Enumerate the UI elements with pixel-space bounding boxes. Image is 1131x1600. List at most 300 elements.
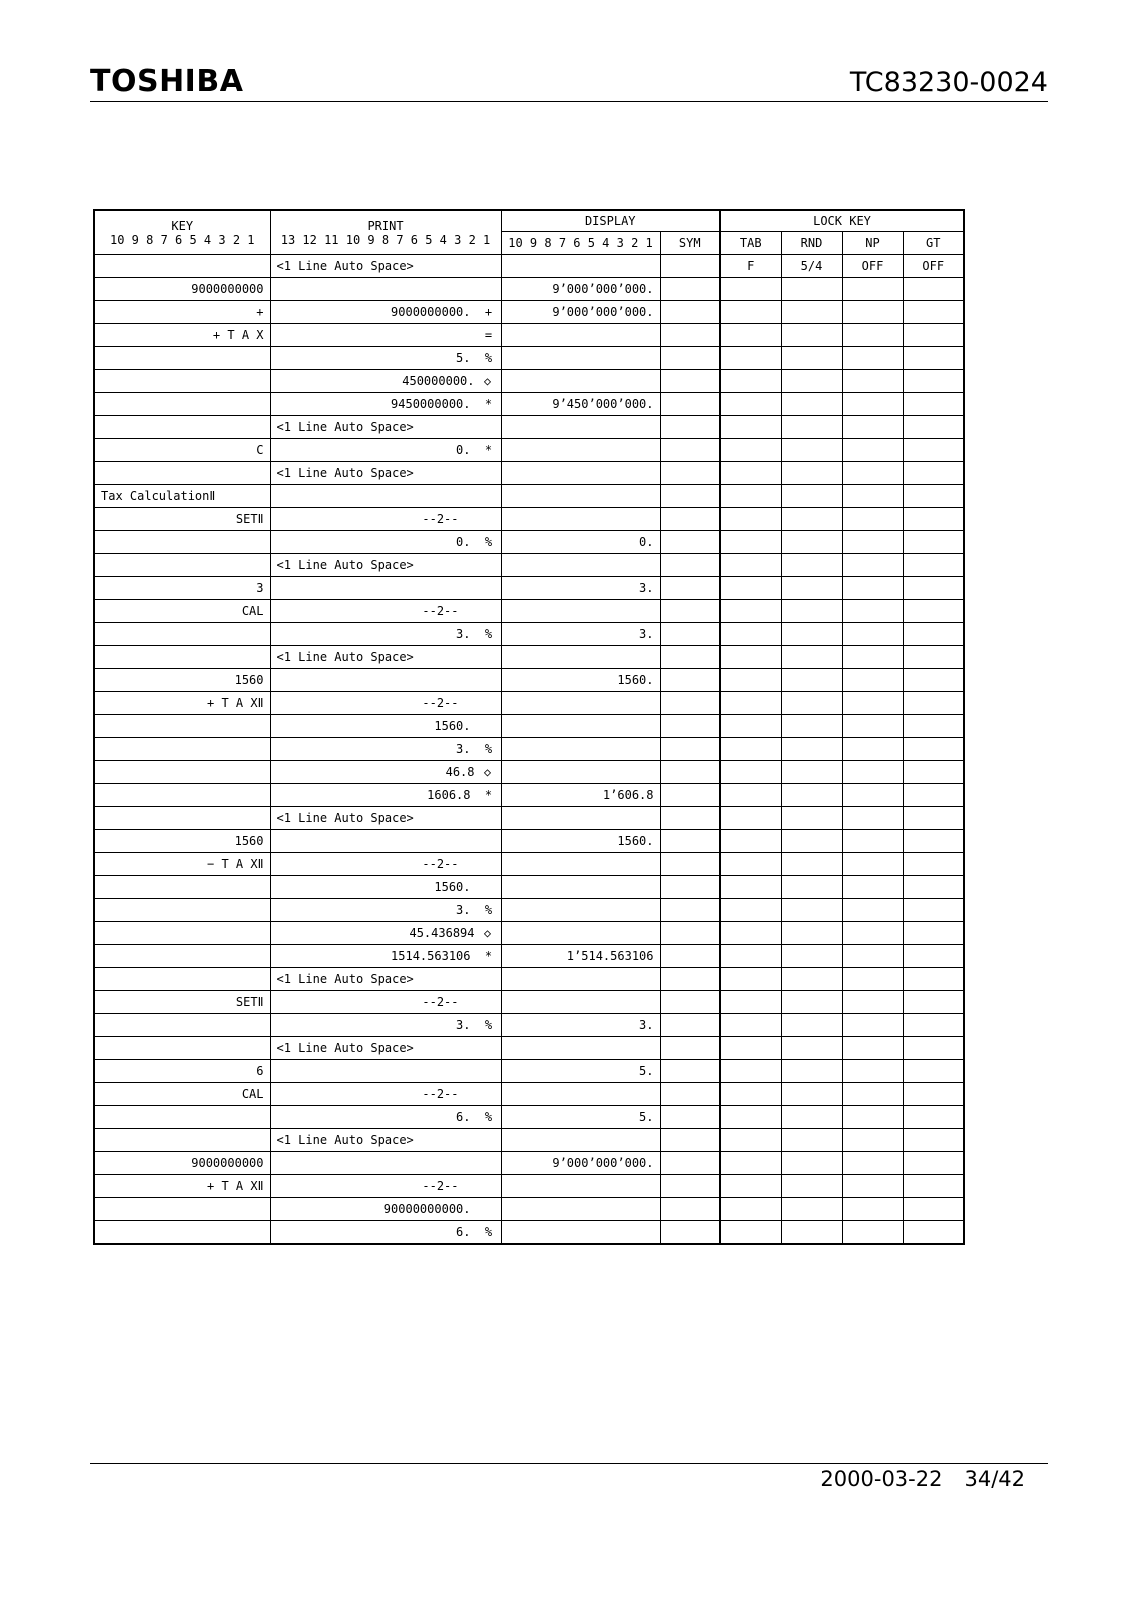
display-cell: 3.	[501, 1014, 660, 1037]
lock-gt-cell	[903, 439, 964, 462]
lock-gt-cell	[903, 715, 964, 738]
lock-key-header: LOCK KEY	[720, 210, 964, 232]
display-cell	[501, 1198, 660, 1221]
print-value: --2--	[422, 995, 459, 1009]
display-cell	[501, 922, 660, 945]
sym-cell	[660, 669, 720, 692]
print-symbol: ◇	[483, 926, 492, 940]
lock-np-cell	[842, 623, 903, 646]
sym-cell	[660, 991, 720, 1014]
lock-gt-cell	[903, 1037, 964, 1060]
lock-tab-cell	[720, 1198, 781, 1221]
key-cell: C	[94, 439, 270, 462]
sym-cell	[660, 577, 720, 600]
lock-rnd-cell	[781, 301, 842, 324]
print-value: 6.	[456, 1225, 471, 1239]
print-cell	[270, 945, 501, 968]
display-cell	[501, 1037, 660, 1060]
np-header: NP	[842, 232, 903, 255]
print-value: --2--	[422, 1179, 459, 1193]
sym-cell	[660, 876, 720, 899]
lock-tab-cell	[720, 945, 781, 968]
lock-np-cell	[842, 554, 903, 577]
lock-tab-cell	[720, 1037, 781, 1060]
print-cell	[270, 646, 501, 669]
lock-gt-cell	[903, 1129, 964, 1152]
display-cell: 9’450’000’000.	[501, 393, 660, 416]
lock-rnd-cell	[781, 1083, 842, 1106]
print-symbol: ◇	[483, 765, 492, 779]
lock-gt-cell	[903, 347, 964, 370]
key-cell	[94, 968, 270, 991]
display-cell	[501, 1083, 660, 1106]
display-cell: 9’000’000’000.	[501, 278, 660, 301]
print-cell	[270, 1037, 501, 1060]
lock-rnd-cell	[781, 439, 842, 462]
print-cell	[270, 761, 501, 784]
print-symbol: *	[484, 397, 493, 411]
print-value: <1 Line Auto Space>	[276, 558, 414, 572]
lock-tab-cell	[720, 669, 781, 692]
print-cell	[270, 255, 501, 278]
lock-np-cell	[842, 1060, 903, 1083]
print-value: --2--	[422, 857, 459, 871]
key-cell	[94, 255, 270, 278]
print-cell	[270, 600, 501, 623]
lock-gt-cell	[903, 1152, 964, 1175]
key-cell	[94, 531, 270, 554]
print-symbol: =	[484, 328, 493, 342]
lock-gt-cell	[903, 1083, 964, 1106]
lock-rnd-cell	[781, 554, 842, 577]
key-cell	[94, 347, 270, 370]
lock-rnd-cell	[781, 830, 842, 853]
print-value: 45.436894	[409, 926, 475, 940]
key-cell: − T A XⅡ	[94, 853, 270, 876]
lock-tab-cell	[720, 531, 781, 554]
print-cell	[270, 899, 501, 922]
lock-tab-cell	[720, 554, 781, 577]
print-cell	[270, 1106, 501, 1129]
display-cell	[501, 508, 660, 531]
lock-np-cell	[842, 807, 903, 830]
table-row	[94, 991, 964, 1014]
lock-rnd-cell	[781, 531, 842, 554]
sym-cell	[660, 807, 720, 830]
key-cell	[94, 416, 270, 439]
print-value: 450000000.	[402, 374, 475, 388]
lock-gt-cell	[903, 301, 964, 324]
lock-np-cell	[842, 1175, 903, 1198]
lock-np-cell	[842, 968, 903, 991]
display-cell	[501, 324, 660, 347]
print-value: 0.	[456, 443, 471, 457]
display-cell	[501, 416, 660, 439]
sym-cell	[660, 508, 720, 531]
lock-np-cell: OFF	[842, 255, 903, 278]
lock-gt-cell	[903, 1014, 964, 1037]
print-cell	[270, 508, 501, 531]
lock-np-cell	[842, 1152, 903, 1175]
table-row	[94, 715, 964, 738]
lock-tab-cell: F	[720, 255, 781, 278]
print-value: <1 Line Auto Space>	[276, 259, 414, 273]
key-header	[94, 210, 270, 255]
lock-gt-cell	[903, 761, 964, 784]
lock-tab-cell	[720, 784, 781, 807]
lock-np-cell	[842, 1083, 903, 1106]
display-cell	[501, 692, 660, 715]
key-cell: CAL	[94, 1083, 270, 1106]
print-value: <1 Line Auto Space>	[276, 1133, 414, 1147]
key-cell: + T A X	[94, 324, 270, 347]
sym-cell	[660, 1106, 720, 1129]
print-value: <1 Line Auto Space>	[276, 420, 414, 434]
print-cell	[270, 554, 501, 577]
footer-date: 2000-03-22	[820, 1467, 943, 1491]
sym-cell	[660, 899, 720, 922]
table-row	[94, 370, 964, 393]
print-value: 1560.	[434, 880, 471, 894]
print-cell	[270, 876, 501, 899]
sym-cell	[660, 922, 720, 945]
table-row	[94, 554, 964, 577]
lock-gt-cell	[903, 899, 964, 922]
lock-rnd-cell	[781, 807, 842, 830]
key-cell	[94, 1014, 270, 1037]
lock-np-cell	[842, 853, 903, 876]
display-cell	[501, 462, 660, 485]
print-value: 6.	[456, 1110, 471, 1124]
sym-cell	[660, 830, 720, 853]
print-value: <1 Line Auto Space>	[276, 972, 414, 986]
lock-gt-cell	[903, 1221, 964, 1245]
lock-tab-cell	[720, 577, 781, 600]
print-cell	[270, 807, 501, 830]
print-value: 1560.	[434, 719, 471, 733]
key-operation-table	[93, 209, 965, 1245]
sym-cell	[660, 1060, 720, 1083]
key-cell: 1560	[94, 669, 270, 692]
print-header-label: PRINT	[367, 218, 404, 233]
lock-rnd-cell	[781, 1221, 842, 1245]
lock-tab-cell	[720, 692, 781, 715]
display-cell	[501, 646, 660, 669]
print-value: --2--	[422, 512, 459, 526]
lock-tab-cell	[720, 830, 781, 853]
display-cell: 3.	[501, 577, 660, 600]
print-symbol: %	[484, 742, 493, 756]
table-body	[94, 255, 964, 1245]
lock-rnd-cell	[781, 692, 842, 715]
lock-gt-cell	[903, 1175, 964, 1198]
lock-np-cell	[842, 485, 903, 508]
print-cell	[270, 738, 501, 761]
sym-cell	[660, 761, 720, 784]
key-cell	[94, 945, 270, 968]
print-value: <1 Line Auto Space>	[276, 811, 414, 825]
lock-np-cell	[842, 439, 903, 462]
key-cell: CAL	[94, 600, 270, 623]
key-cell	[94, 761, 270, 784]
lock-tab-cell	[720, 876, 781, 899]
lock-tab-cell	[720, 715, 781, 738]
key-cell: SETⅡ	[94, 508, 270, 531]
lock-np-cell	[842, 347, 903, 370]
sym-cell	[660, 1198, 720, 1221]
sym-cell	[660, 393, 720, 416]
table-row	[94, 623, 964, 646]
key-cell	[94, 1221, 270, 1245]
table-row	[94, 1060, 964, 1083]
print-value: 5.	[456, 351, 471, 365]
key-cell	[94, 1106, 270, 1129]
sym-cell	[660, 1014, 720, 1037]
lock-rnd-cell	[781, 853, 842, 876]
table-row	[94, 1152, 964, 1175]
print-cell	[270, 692, 501, 715]
lock-np-cell	[842, 669, 903, 692]
key-header-label: KEY	[171, 218, 194, 233]
key-cell	[94, 1129, 270, 1152]
key-cell	[94, 1037, 270, 1060]
sym-cell	[660, 1221, 720, 1245]
sym-cell	[660, 715, 720, 738]
table-row	[94, 278, 964, 301]
lock-rnd-cell	[781, 646, 842, 669]
display-cell	[501, 439, 660, 462]
print-value: <1 Line Auto Space>	[276, 466, 414, 480]
lock-rnd-cell	[781, 738, 842, 761]
display-cell	[501, 370, 660, 393]
lock-np-cell	[842, 416, 903, 439]
table-row	[94, 1129, 964, 1152]
lock-rnd-cell	[781, 899, 842, 922]
lock-tab-cell	[720, 1152, 781, 1175]
sym-cell	[660, 347, 720, 370]
table-row	[94, 1175, 964, 1198]
table-row	[94, 1083, 964, 1106]
lock-rnd-cell	[781, 669, 842, 692]
table-row	[94, 324, 964, 347]
key-cell	[94, 1198, 270, 1221]
key-cell	[94, 623, 270, 646]
display-cell: 5.	[501, 1060, 660, 1083]
lock-gt-cell	[903, 623, 964, 646]
lock-tab-cell	[720, 347, 781, 370]
lock-np-cell	[842, 945, 903, 968]
lock-rnd-cell	[781, 370, 842, 393]
table-row	[94, 439, 964, 462]
lock-tab-cell	[720, 922, 781, 945]
lock-rnd-cell	[781, 876, 842, 899]
lock-rnd-cell	[781, 1175, 842, 1198]
lock-tab-cell	[720, 991, 781, 1014]
lock-tab-cell	[720, 278, 781, 301]
print-cell	[270, 370, 501, 393]
lock-rnd-cell	[781, 324, 842, 347]
lock-tab-cell	[720, 600, 781, 623]
print-cell	[270, 1083, 501, 1106]
table-row	[94, 922, 964, 945]
lock-tab-cell	[720, 508, 781, 531]
lock-gt-cell	[903, 370, 964, 393]
sym-cell	[660, 1129, 720, 1152]
lock-np-cell	[842, 324, 903, 347]
lock-np-cell	[842, 1221, 903, 1245]
lock-rnd-cell	[781, 600, 842, 623]
sym-cell	[660, 439, 720, 462]
lock-np-cell	[842, 899, 903, 922]
document-number: TC83230-0024	[849, 67, 1048, 98]
lock-np-cell	[842, 876, 903, 899]
key-cell: 1560	[94, 830, 270, 853]
sym-cell	[660, 324, 720, 347]
lock-rnd-cell	[781, 761, 842, 784]
sym-cell	[660, 1175, 720, 1198]
sym-header: SYM	[660, 232, 720, 255]
print-cell	[270, 784, 501, 807]
lock-rnd-cell	[781, 1014, 842, 1037]
lock-gt-cell: OFF	[903, 255, 964, 278]
key-cell	[94, 784, 270, 807]
print-symbol: %	[484, 1225, 493, 1239]
key-cell	[94, 370, 270, 393]
lock-tab-cell	[720, 807, 781, 830]
print-symbol: *	[484, 443, 493, 457]
lock-np-cell	[842, 830, 903, 853]
header-row-1	[94, 210, 964, 232]
lock-np-cell	[842, 301, 903, 324]
lock-gt-cell	[903, 554, 964, 577]
print-cell	[270, 1175, 501, 1198]
lock-tab-cell	[720, 485, 781, 508]
table-row	[94, 531, 964, 554]
lock-rnd-cell	[781, 991, 842, 1014]
sym-cell	[660, 416, 720, 439]
lock-tab-cell	[720, 646, 781, 669]
table-row	[94, 669, 964, 692]
footer	[820, 1464, 1025, 1494]
lock-tab-cell	[720, 1060, 781, 1083]
print-cell	[270, 301, 501, 324]
lock-gt-cell	[903, 692, 964, 715]
lock-np-cell	[842, 600, 903, 623]
display-digits-header: 10 9 8 7 6 5 4 3 2 1	[501, 232, 660, 255]
table-row	[94, 1221, 964, 1245]
display-cell	[501, 1221, 660, 1245]
display-cell	[501, 738, 660, 761]
lock-rnd-cell	[781, 968, 842, 991]
sym-cell	[660, 1083, 720, 1106]
lock-rnd-cell	[781, 393, 842, 416]
lock-tab-cell	[720, 1129, 781, 1152]
print-cell	[270, 485, 501, 508]
sym-cell	[660, 623, 720, 646]
lock-gt-cell	[903, 646, 964, 669]
table-row	[94, 255, 964, 278]
lock-tab-cell	[720, 416, 781, 439]
sym-cell	[660, 784, 720, 807]
display-cell: 1’606.8	[501, 784, 660, 807]
sym-cell	[660, 278, 720, 301]
lock-np-cell	[842, 393, 903, 416]
print-value: 1606.8	[427, 788, 471, 802]
sym-cell	[660, 255, 720, 278]
print-value: 0.	[456, 535, 471, 549]
lock-gt-cell	[903, 830, 964, 853]
key-cell	[94, 922, 270, 945]
table-row	[94, 301, 964, 324]
print-value: 3.	[456, 627, 471, 641]
lock-rnd-cell	[781, 1106, 842, 1129]
sym-cell	[660, 462, 720, 485]
lock-gt-cell	[903, 784, 964, 807]
print-value: <1 Line Auto Space>	[276, 1041, 414, 1055]
display-cell: 1560.	[501, 830, 660, 853]
display-cell	[501, 876, 660, 899]
print-value: 90000000000.	[383, 1202, 471, 1216]
display-cell	[501, 715, 660, 738]
sym-cell	[660, 945, 720, 968]
lock-gt-cell	[903, 1198, 964, 1221]
display-cell	[501, 347, 660, 370]
print-cell	[270, 1152, 501, 1175]
print-cell	[270, 439, 501, 462]
lock-np-cell	[842, 462, 903, 485]
table-row	[94, 577, 964, 600]
rnd-header: RND	[781, 232, 842, 255]
print-symbol: %	[484, 351, 493, 365]
table-row	[94, 347, 964, 370]
lock-tab-cell	[720, 462, 781, 485]
key-cell	[94, 646, 270, 669]
lock-gt-cell	[903, 508, 964, 531]
lock-tab-cell	[720, 1106, 781, 1129]
table-row	[94, 1106, 964, 1129]
lock-np-cell	[842, 692, 903, 715]
print-cell	[270, 531, 501, 554]
print-symbol: %	[484, 1110, 493, 1124]
lock-gt-cell	[903, 922, 964, 945]
lock-rnd-cell	[781, 347, 842, 370]
print-cell	[270, 324, 501, 347]
lock-tab-cell	[720, 623, 781, 646]
print-cell	[270, 347, 501, 370]
lock-tab-cell	[720, 1014, 781, 1037]
lock-rnd-cell	[781, 945, 842, 968]
lock-rnd-cell	[781, 416, 842, 439]
print-value: 3.	[456, 1018, 471, 1032]
lock-np-cell	[842, 761, 903, 784]
table-row	[94, 945, 964, 968]
gt-header: GT	[903, 232, 964, 255]
print-cell	[270, 830, 501, 853]
print-cell	[270, 1129, 501, 1152]
key-cell	[94, 462, 270, 485]
table-row	[94, 416, 964, 439]
lock-rnd-cell	[781, 623, 842, 646]
lock-gt-cell	[903, 600, 964, 623]
lock-gt-cell	[903, 1106, 964, 1129]
lock-np-cell	[842, 1198, 903, 1221]
key-cell: Tax CalculationⅡ	[94, 485, 270, 508]
key-cell: 6	[94, 1060, 270, 1083]
lock-gt-cell	[903, 462, 964, 485]
display-cell	[501, 968, 660, 991]
display-cell: 5.	[501, 1106, 660, 1129]
lock-np-cell	[842, 531, 903, 554]
